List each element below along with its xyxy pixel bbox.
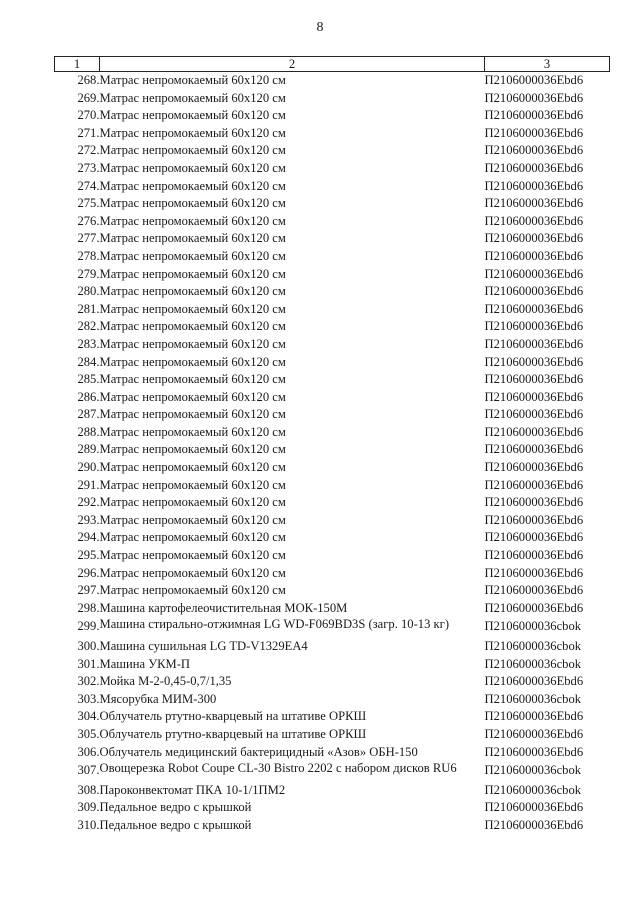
- item-number: 299.: [77, 619, 100, 634]
- item-number: 302.: [77, 674, 100, 689]
- table-row: [55, 617, 610, 638]
- item-code: П2106000036Ebd6: [484, 726, 584, 741]
- item-code: П2106000036Ebd6: [484, 178, 584, 193]
- item-name: Матрас непромокаемый 60х120 см: [99, 319, 286, 334]
- item-name: Матрас непромокаемый 60х120 см: [99, 548, 286, 563]
- table-header-row: [55, 57, 610, 72]
- item-number: 272.: [77, 143, 100, 158]
- item-name: Пароконвектомат ПКА 10-1/1ПМ2: [99, 782, 286, 797]
- item-name: Матрас непромокаемый 60х120 см: [99, 372, 286, 387]
- item-number: 298.: [77, 600, 100, 615]
- item-code: П2106000036Ebd6: [484, 407, 584, 422]
- item-code: П2106000036Ebd6: [484, 674, 584, 689]
- item-name: Матрас непромокаемый 60х120 см: [99, 460, 286, 475]
- item-number: 281.: [77, 301, 100, 316]
- table-row: [55, 582, 610, 600]
- table-row: [55, 125, 610, 143]
- item-name: Матрас непромокаемый 60х120 см: [99, 530, 286, 545]
- item-code: П2106000036Ebd6: [484, 372, 584, 387]
- item-name: Матрас непромокаемый 60х120 см: [99, 424, 286, 439]
- table-row: [55, 301, 610, 319]
- item-name: Матрас непромокаемый 60х120 см: [99, 143, 286, 158]
- item-number: 290.: [77, 460, 100, 475]
- item-code: П2106000036Ebd6: [484, 495, 584, 510]
- item-code: П2106000036Ebd6: [484, 143, 584, 158]
- item-number: 282.: [77, 319, 100, 334]
- item-code: П2106000036Ebd6: [484, 800, 584, 815]
- table-row: [55, 708, 610, 726]
- item-name: Облучатель ртутно-кварцевый на штативе ОРКШ: [99, 709, 367, 724]
- item-code: П2106000036Ebd6: [484, 284, 584, 299]
- item-number: 300.: [77, 639, 100, 653]
- item-number: 304.: [77, 709, 100, 724]
- item-name: Педальное ведро с крышкой: [99, 800, 252, 815]
- item-number: 303.: [77, 691, 100, 706]
- table-row: [55, 799, 610, 817]
- table-row: [55, 72, 610, 90]
- item-code: П2106000036Ebd6: [484, 565, 584, 580]
- item-code: П2106000036Ebd6: [484, 817, 584, 832]
- table-row: [55, 230, 610, 248]
- item-number: 287.: [77, 407, 100, 422]
- table-row: [55, 638, 610, 656]
- item-number: 284.: [77, 354, 100, 369]
- item-name: Матрас непромокаемый 60х120 см: [99, 512, 286, 527]
- item-name: Облучатель ртутно-кварцевый на штативе ОРКШ: [99, 726, 367, 741]
- table-row: [55, 477, 610, 495]
- item-code: П2106000036Ebd6: [484, 548, 584, 563]
- column-header-code: 3: [485, 57, 610, 72]
- item-name: Матрас непромокаемый 60х120 см: [99, 389, 286, 404]
- item-code: П2106000036Ebd6: [484, 160, 584, 175]
- item-name: Матрас непромокаемый 60х120 см: [99, 125, 286, 140]
- item-name: Машина УКМ-П: [99, 656, 191, 671]
- item-name: Облучатель медицинский бактерицидный «Азов» ОБН-150: [99, 744, 418, 759]
- item-number: 288.: [77, 424, 100, 439]
- item-number: 291.: [77, 477, 100, 492]
- item-number: 279.: [77, 266, 100, 281]
- table-row: [55, 195, 610, 213]
- item-code: П2106000036Ebd6: [484, 530, 584, 545]
- item-number: 268.: [77, 73, 100, 87]
- item-name: Матрас непромокаемый 60х120 см: [99, 73, 286, 87]
- table-row: [55, 565, 610, 583]
- table-row: [55, 213, 610, 231]
- item-number: 310.: [77, 817, 100, 832]
- item-number: 292.: [77, 495, 100, 510]
- table-row: [55, 494, 610, 512]
- item-number: 273.: [77, 160, 100, 175]
- item-code: П2106000036cbok: [484, 691, 582, 706]
- item-number: 307.: [77, 763, 100, 778]
- item-number: 294.: [77, 530, 100, 545]
- table-row: [55, 248, 610, 266]
- item-code: П2106000036cbok: [484, 639, 582, 653]
- item-name: Матрас непромокаемый 60х120 см: [99, 495, 286, 510]
- table-row: [55, 512, 610, 530]
- item-name: Матрас непромокаемый 60х120 см: [99, 442, 286, 457]
- table-row: [55, 371, 610, 389]
- item-code: П2106000036Ebd6: [484, 709, 584, 724]
- table-row: [55, 354, 610, 372]
- table-row: [55, 600, 610, 618]
- item-name: Матрас непромокаемый 60х120 см: [99, 160, 286, 175]
- table-row: [55, 761, 610, 782]
- table-row: [55, 782, 610, 800]
- item-number: 274.: [77, 178, 100, 193]
- item-code: П2106000036Ebd6: [484, 744, 584, 759]
- table-row: [55, 389, 610, 407]
- item-number: 269.: [77, 90, 100, 105]
- item-name: Мойка М-2-0,45-0,7/1,35: [99, 674, 232, 689]
- item-number: 308.: [77, 782, 100, 797]
- item-name: Матрас непромокаемый 60х120 см: [99, 90, 286, 105]
- item-number: 286.: [77, 389, 100, 404]
- table-row: [55, 406, 610, 424]
- item-number: 283.: [77, 336, 100, 351]
- item-number: 277.: [77, 231, 100, 246]
- item-name: Матрас непромокаемый 60х120 см: [99, 178, 286, 193]
- item-name: Матрас непромокаемый 60х120 см: [99, 231, 286, 246]
- item-name: Матрас непромокаемый 60х120 см: [99, 266, 286, 281]
- table-row: [55, 142, 610, 160]
- table-row: [55, 726, 610, 744]
- page-number: 8: [316, 20, 324, 35]
- table-row: [55, 744, 610, 762]
- table-row: [55, 817, 610, 835]
- item-name: Овощерезка Robot Coupe CL-30 Bistro 2202 с набором дисков RU6: [99, 761, 457, 776]
- item-code: П2106000036Ebd6: [484, 442, 584, 457]
- item-code: П2106000036Ebd6: [484, 460, 584, 475]
- item-name: Машина стирально-отжимная LG WD-F069BD3S (загр. 10-13 кг): [99, 617, 450, 632]
- item-name: Матрас непромокаемый 60х120 см: [99, 565, 286, 580]
- item-code: П2106000036Ebd6: [484, 231, 584, 246]
- item-name: Педальное ведро с крышкой: [99, 817, 252, 832]
- item-code: П2106000036Ebd6: [484, 600, 584, 615]
- item-code: П2106000036Ebd6: [484, 196, 584, 211]
- item-code: П2106000036Ebd6: [484, 248, 584, 263]
- table-row: [55, 424, 610, 442]
- item-name: Машина картофелеочистительная МОК-150М: [99, 600, 348, 615]
- item-name: Машина сушильная LG TD-V1329EA4: [99, 639, 308, 653]
- item-code: П2106000036Ebd6: [484, 125, 584, 140]
- item-name: Матрас непромокаемый 60х120 см: [99, 284, 286, 299]
- table-row: [55, 178, 610, 196]
- item-name: Матрас непромокаемый 60х120 см: [99, 407, 286, 422]
- item-number: 278.: [77, 248, 100, 263]
- item-code: П2106000036cbok: [484, 763, 582, 778]
- item-number: 270.: [77, 108, 100, 123]
- column-header-number: 1: [55, 57, 100, 72]
- item-name: Матрас непромокаемый 60х120 см: [99, 248, 286, 263]
- item-code: П2106000036Ebd6: [484, 477, 584, 492]
- table-row: [55, 336, 610, 354]
- table-row: [55, 529, 610, 547]
- item-number: 293.: [77, 512, 100, 527]
- item-number: 305.: [77, 726, 100, 741]
- item-number: 295.: [77, 548, 100, 563]
- table-row: [55, 318, 610, 336]
- item-number: 309.: [77, 800, 100, 815]
- item-code: П2106000036Ebd6: [484, 354, 584, 369]
- item-code: П2106000036cbok: [484, 656, 582, 671]
- table-row: [55, 160, 610, 178]
- table-row: [55, 107, 610, 125]
- table-row: [55, 547, 610, 565]
- column-header-name: 2: [100, 57, 485, 72]
- item-number: 280.: [77, 284, 100, 299]
- table-row: [55, 266, 610, 284]
- item-code: П2106000036Ebd6: [484, 583, 584, 598]
- table-row: [55, 90, 610, 108]
- item-number: 306.: [77, 744, 100, 759]
- item-name: Матрас непромокаемый 60х120 см: [99, 213, 286, 228]
- item-number: 296.: [77, 565, 100, 580]
- item-number: 276.: [77, 213, 100, 228]
- item-number: 301.: [77, 656, 100, 671]
- table-row: [55, 283, 610, 301]
- item-name: Матрас непромокаемый 60х120 см: [99, 336, 286, 351]
- item-name: Матрас непромокаемый 60х120 см: [99, 583, 286, 598]
- item-name: Матрас непромокаемый 60х120 см: [99, 301, 286, 316]
- item-code: П2106000036Ebd6: [484, 301, 584, 316]
- item-code: П2106000036Ebd6: [484, 213, 584, 228]
- item-code: П2106000036Ebd6: [484, 108, 584, 123]
- item-code: П2106000036Ebd6: [484, 389, 584, 404]
- item-code: П2106000036Ebd6: [484, 266, 584, 281]
- item-name: Матрас непромокаемый 60х120 см: [99, 354, 286, 369]
- item-number: 275.: [77, 196, 100, 211]
- table-row: [55, 656, 610, 674]
- item-code: П2106000036Ebd6: [484, 319, 584, 334]
- item-number: 289.: [77, 442, 100, 457]
- item-code: П2106000036cbok: [484, 619, 582, 634]
- inventory-table: [54, 56, 610, 835]
- item-name: Матрас непромокаемый 60х120 см: [99, 477, 286, 492]
- table-row: [55, 459, 610, 477]
- item-number: 271.: [77, 125, 100, 140]
- item-code: П2106000036cbok: [484, 782, 582, 797]
- item-code: П2106000036Ebd6: [484, 73, 584, 87]
- table-row: [55, 691, 610, 709]
- item-number: 285.: [77, 372, 100, 387]
- table-row: [55, 673, 610, 691]
- table-row: [55, 441, 610, 459]
- item-name: Матрас непромокаемый 60х120 см: [99, 196, 286, 211]
- item-code: П2106000036Ebd6: [484, 90, 584, 105]
- item-number: 297.: [77, 583, 100, 598]
- item-code: П2106000036Ebd6: [484, 424, 584, 439]
- item-name: Мясорубка МИМ-300: [99, 691, 217, 706]
- item-code: П2106000036Ebd6: [484, 336, 584, 351]
- item-name: Матрас непромокаемый 60х120 см: [99, 108, 286, 123]
- item-code: П2106000036Ebd6: [484, 512, 584, 527]
- table-body: [55, 72, 610, 835]
